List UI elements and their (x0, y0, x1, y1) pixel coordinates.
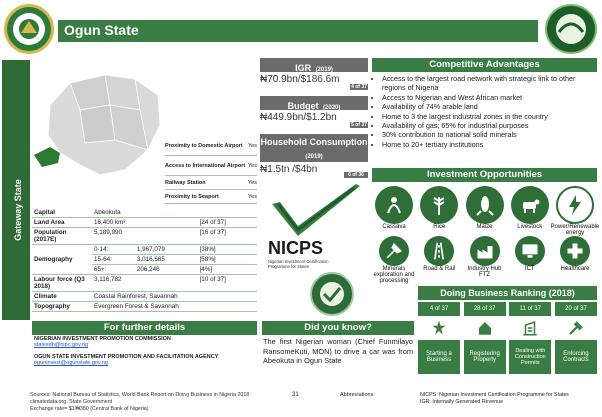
proximity-row: Proximity to Seaport Yes (165, 190, 257, 204)
table-row: Land Area 16,400 km² [24 of 37] (32, 218, 257, 228)
ranking-header: Doing Business Ranking (2018) (418, 286, 597, 300)
list-item: • Availability of gas; 65% for industrial purposes (382, 121, 596, 130)
investment-row-1 (372, 186, 600, 236)
email-link-nipc[interactable]: statesdb@nipc.gov.ng (34, 342, 89, 348)
page-number: 31 (292, 392, 299, 398)
budget-header: Budget (2020) (260, 96, 368, 110)
maize-icon (466, 186, 504, 224)
list-item: • Access to the largest road network with strategic link to other regions of Nigeria (382, 74, 596, 93)
industry-icon (470, 236, 500, 266)
investment-item-ict: ICT (508, 236, 552, 284)
page-title: Ogun State (64, 22, 139, 38)
didyouknow-header: Did you know? (262, 321, 414, 335)
ranking-icon (555, 316, 597, 340)
ranking-icon (418, 316, 460, 340)
nicps-checkmark-logo (268, 182, 364, 244)
proximity-row: Access to International Airport Yes (165, 156, 257, 176)
proximity-table (165, 136, 257, 204)
investment-item-minerals: Minerals exploration and processing (372, 236, 416, 284)
investment-item-power: Power/Renewable energy (553, 186, 597, 236)
rice-icon (420, 186, 458, 224)
facts-table (32, 208, 257, 312)
ogun-state-highlight (34, 147, 60, 167)
header-bar (0, 0, 602, 58)
ranking-item: 28 of 37 Registering Property (464, 302, 506, 378)
investment-item-road-rail: Road & Rail (417, 236, 461, 284)
table-row: 15-64: 3,016,665 [58%] (32, 255, 257, 265)
healthcare-icon (560, 236, 590, 266)
nicps-seal (310, 272, 354, 316)
list-item: • Availability of 74% arable land (382, 102, 596, 111)
nicps-name: NICPS (268, 238, 324, 258)
ranking-item: 11 of 37 Dealing with Construction Permits (509, 302, 551, 378)
investment-item-rice: Rice (417, 186, 461, 236)
nigeria-map (30, 65, 170, 180)
proximity-row: Proximity to Domestic Airport Yes (165, 136, 257, 156)
abbr-label: Abbreviations: (340, 392, 375, 398)
igr-header: IGR (2019) (260, 58, 368, 72)
list-item: • 30% contribution to national solid minerals (382, 130, 596, 139)
ogun-state-logo (4, 4, 54, 54)
table-row: 65+: 206,246 [4%] (32, 265, 257, 275)
table-row: Demography 0-14: 1,967,079 [38%] (32, 245, 257, 255)
table-row: Labour force (Q3 2018) 3,116,782 [10 of 37] (32, 275, 257, 292)
household-value: ₦1.5tn /$4bn (260, 164, 318, 175)
footer-sources: Sources: National Bureau of Statistics, World Bank Report on Doing Business in Nigeria 2018 climatedata.org, State Government Exchange rate= $1/₦380 (Central Bank of Nigeria) (30, 392, 250, 412)
email-link-ogun[interactable]: oguninvest@ogunstate.gov.ng (34, 360, 108, 366)
ranking-icon (464, 316, 506, 340)
livestock-icon (511, 186, 549, 224)
proximity-row: Railway Station Yes (165, 176, 257, 190)
investment-header: Investment Opportunities (372, 168, 597, 182)
minerals-icon (379, 236, 409, 266)
road-rail-icon (424, 236, 454, 266)
list-item: • Access to Nigerian and West African market (382, 93, 596, 102)
budget-value: ₦449.9bn/$1.2bn (260, 112, 337, 123)
details-body: NIGERIAN INVESTMENT PROMOTION COMMISSION statesdb@nipc.gov.ng OGUN STATE INVESTMENT PROMOTION AND FACILITATION AGENCY oguninvest@ogunstate.gov.ng (34, 336, 256, 366)
details-header: For further details (32, 321, 257, 335)
footer-abbreviations: NICPS: Nigerian Investment Certification Programme for States IGR: Internally Generated Revenue (420, 392, 569, 405)
ranking-icon (509, 316, 551, 340)
investment-item-cassava: Cassava (372, 186, 416, 236)
table-row: Climate Coastal Rainforest, Savannah (32, 292, 257, 302)
investment-item-healthcare: Healthcare (553, 236, 597, 284)
sidebar-label: Gateway State (13, 179, 23, 241)
household-rank-badge: 6 of 36 (344, 172, 368, 178)
household-header: Household Consumption (2019) (260, 134, 368, 162)
footer (0, 386, 602, 417)
investment-row-2 (372, 236, 597, 284)
list-item: • Home to 20+ tertiary institutions (382, 140, 596, 149)
budget-rank-badge: 5 of 37 (351, 122, 367, 128)
didyouknow-text: The first Nigerian woman (Chief Funmilayo RansomeKuti, MON) to drive a car was from Abeokuta in Ogun State (263, 337, 413, 366)
investment-item-industry: Industry Hub FTZ (463, 236, 507, 284)
igr-value: ₦70.9bn/$186.6m (260, 74, 340, 85)
list-item: • Home to 3 the largest industrial zones in the country (382, 112, 596, 121)
ranking-item: 4 of 37 Starting a Business (418, 302, 460, 378)
advantages-header: Competitive Advantages (372, 58, 597, 72)
table-row: Capital Abeokuta (32, 208, 257, 218)
ranking-grid (418, 302, 597, 378)
power-icon (556, 186, 594, 224)
igr-rank-badge: 4 of 37 (351, 84, 367, 90)
ranking-item: 20 of 37 Enforcing Contracts (555, 302, 597, 378)
nipc-logo (545, 4, 597, 54)
ict-icon (515, 236, 545, 266)
advantages-list (374, 74, 596, 149)
table-row: Topography Evergreen Forest & Savannah (32, 302, 257, 312)
nicps-block (262, 182, 368, 317)
table-row: Population (2017E) 5,189,990 [16 of 37] (32, 228, 257, 245)
investment-item-livestock: Livestock (508, 186, 552, 236)
investment-item-maize: Maize (463, 186, 507, 236)
nicps-subtitle: Nigerian Investment Certification Programme for States (268, 259, 329, 269)
cassava-icon (375, 186, 413, 224)
